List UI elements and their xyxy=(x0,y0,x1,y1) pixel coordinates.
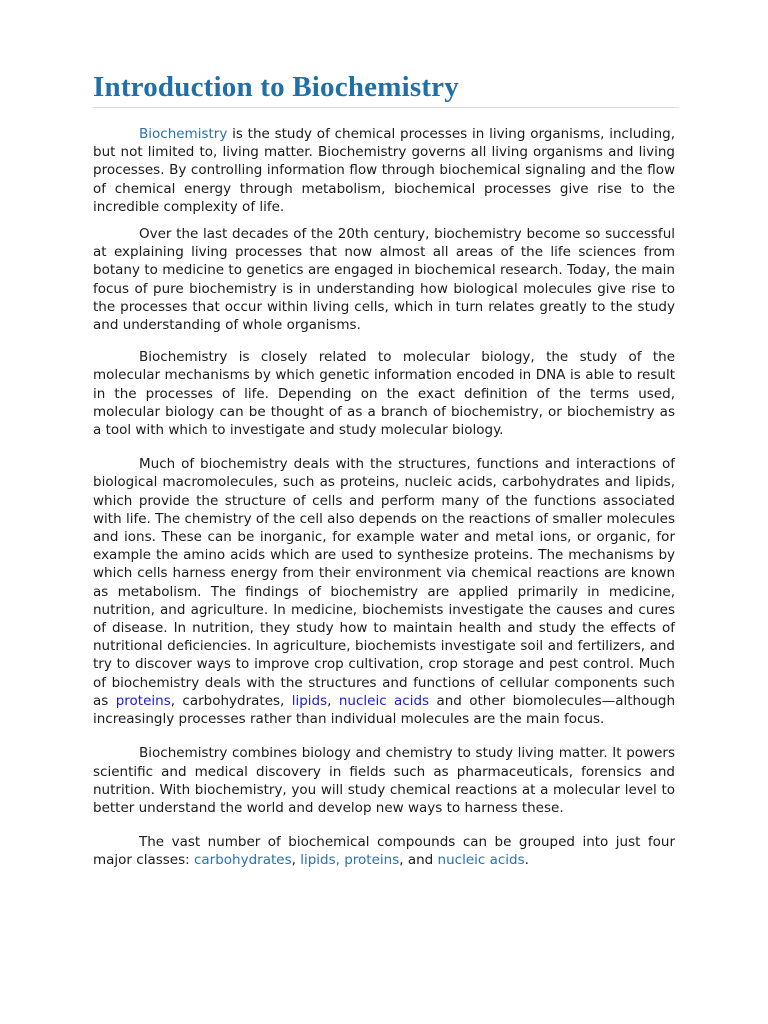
paragraph-1-text: is the study of chemical processes in living organisms, including, but not limited to, living matter. Biochemistry governs all living organisms and living processes. By controlling information flow through biochemical signaling and the flow of chemical energy through metabolism, biochemical processes give rise to the incredible complexity of life. xyxy=(93,126,675,215)
document-body xyxy=(93,125,675,870)
title-divider xyxy=(93,107,679,108)
paragraph-6-end: . xyxy=(524,852,529,869)
paragraph-6-sep-2: , and xyxy=(399,852,438,869)
paragraph-4-text: Much of biochemistry deals with the structures, functions and interactions of biological macromolecules, such as proteins, nucleic acids, carbohydrates and lipids, which provide the structure of cells and perform many of the functions associated with life. The chemistry of the cell also depends on the reactions of smaller molecules and ions. These can be inorganic, for example water and metal ions, or organic, for example the amino acids which are used to synthesize proteins. The mechanisms by which cells harness energy from their environment via chemical reactions are known as metabolism. The findings of biochemistry are applied primarily in medicine, nutrition, and agriculture. In medicine, biochemists investigate the causes and cures of disease. In nutrition, they study how to maintain health and study the effects of nutritional deficiencies. In agriculture, biochemists investigate soil and fertilizers, and try to discover ways to improve crop cultivation, crop storage and pest control. Much of biochemistry deals with the structures and functions of cellular components such as xyxy=(93,456,675,709)
lipids-proteins-link[interactable]: lipids, proteins xyxy=(300,852,400,869)
paragraph-2: Over the last decades of the 20th century, biochemistry become so successful at explaining living processes that now almost all areas of the life sciences from botany to medicine to genetics are engaged in biochemical research. Today, the main focus of pure biochemistry is in understanding how biological molecules give rise to the processes that occur within living cells, which in turn relates greatly to the study and understanding of whole organisms. xyxy=(93,226,675,334)
paragraph-1 xyxy=(93,125,675,216)
nucleic-acids-link-2[interactable]: nucleic acids xyxy=(437,852,525,869)
biochemistry-link[interactable]: Biochemistry xyxy=(139,126,228,142)
carbohydrates-link[interactable]: carbohydrates xyxy=(193,852,292,869)
paragraph-6-text: The vast number of biochemical compounds can be grouped into just four major classes: xyxy=(93,834,675,869)
nucleic-acids-link[interactable]: nucleic acids xyxy=(338,692,430,709)
paragraph-5: Biochemistry combines biology and chemistry to study living matter. It powers scientific and medical discovery in fields such as pharmaceuticals, forensics and nutrition. With biochemistry, you will study chemical reactions at a molecular level to better understand the world and develop new ways to harness these. xyxy=(93,745,675,816)
page-title: Introduction to Biochemistry xyxy=(93,71,459,103)
paragraph-4-sep-1: , carbohydrates, xyxy=(170,692,292,709)
lipids-link[interactable]: lipids xyxy=(291,692,328,709)
paragraph-4-sep-2: , xyxy=(327,692,339,709)
paragraph-3: Biochemistry is closely related to molecular biology, the study of the molecular mechanisms by which genetic information encoded in DNA is able to result in the processes of life. Depending on the exact definition of the terms used, molecular biology can be thought of as a branch of biochemistry, or biochemistry as a tool with which to investigate and study molecular biology. xyxy=(93,349,675,439)
paragraph-6-sep-1: , xyxy=(291,852,301,869)
paragraph-4 xyxy=(93,455,675,728)
paragraph-6 xyxy=(93,833,675,869)
proteins-link[interactable]: proteins xyxy=(115,692,171,709)
paragraph-4-end: and other biomolecules—although increasingly processes rather than individual molecules are the main focus. xyxy=(93,692,676,728)
